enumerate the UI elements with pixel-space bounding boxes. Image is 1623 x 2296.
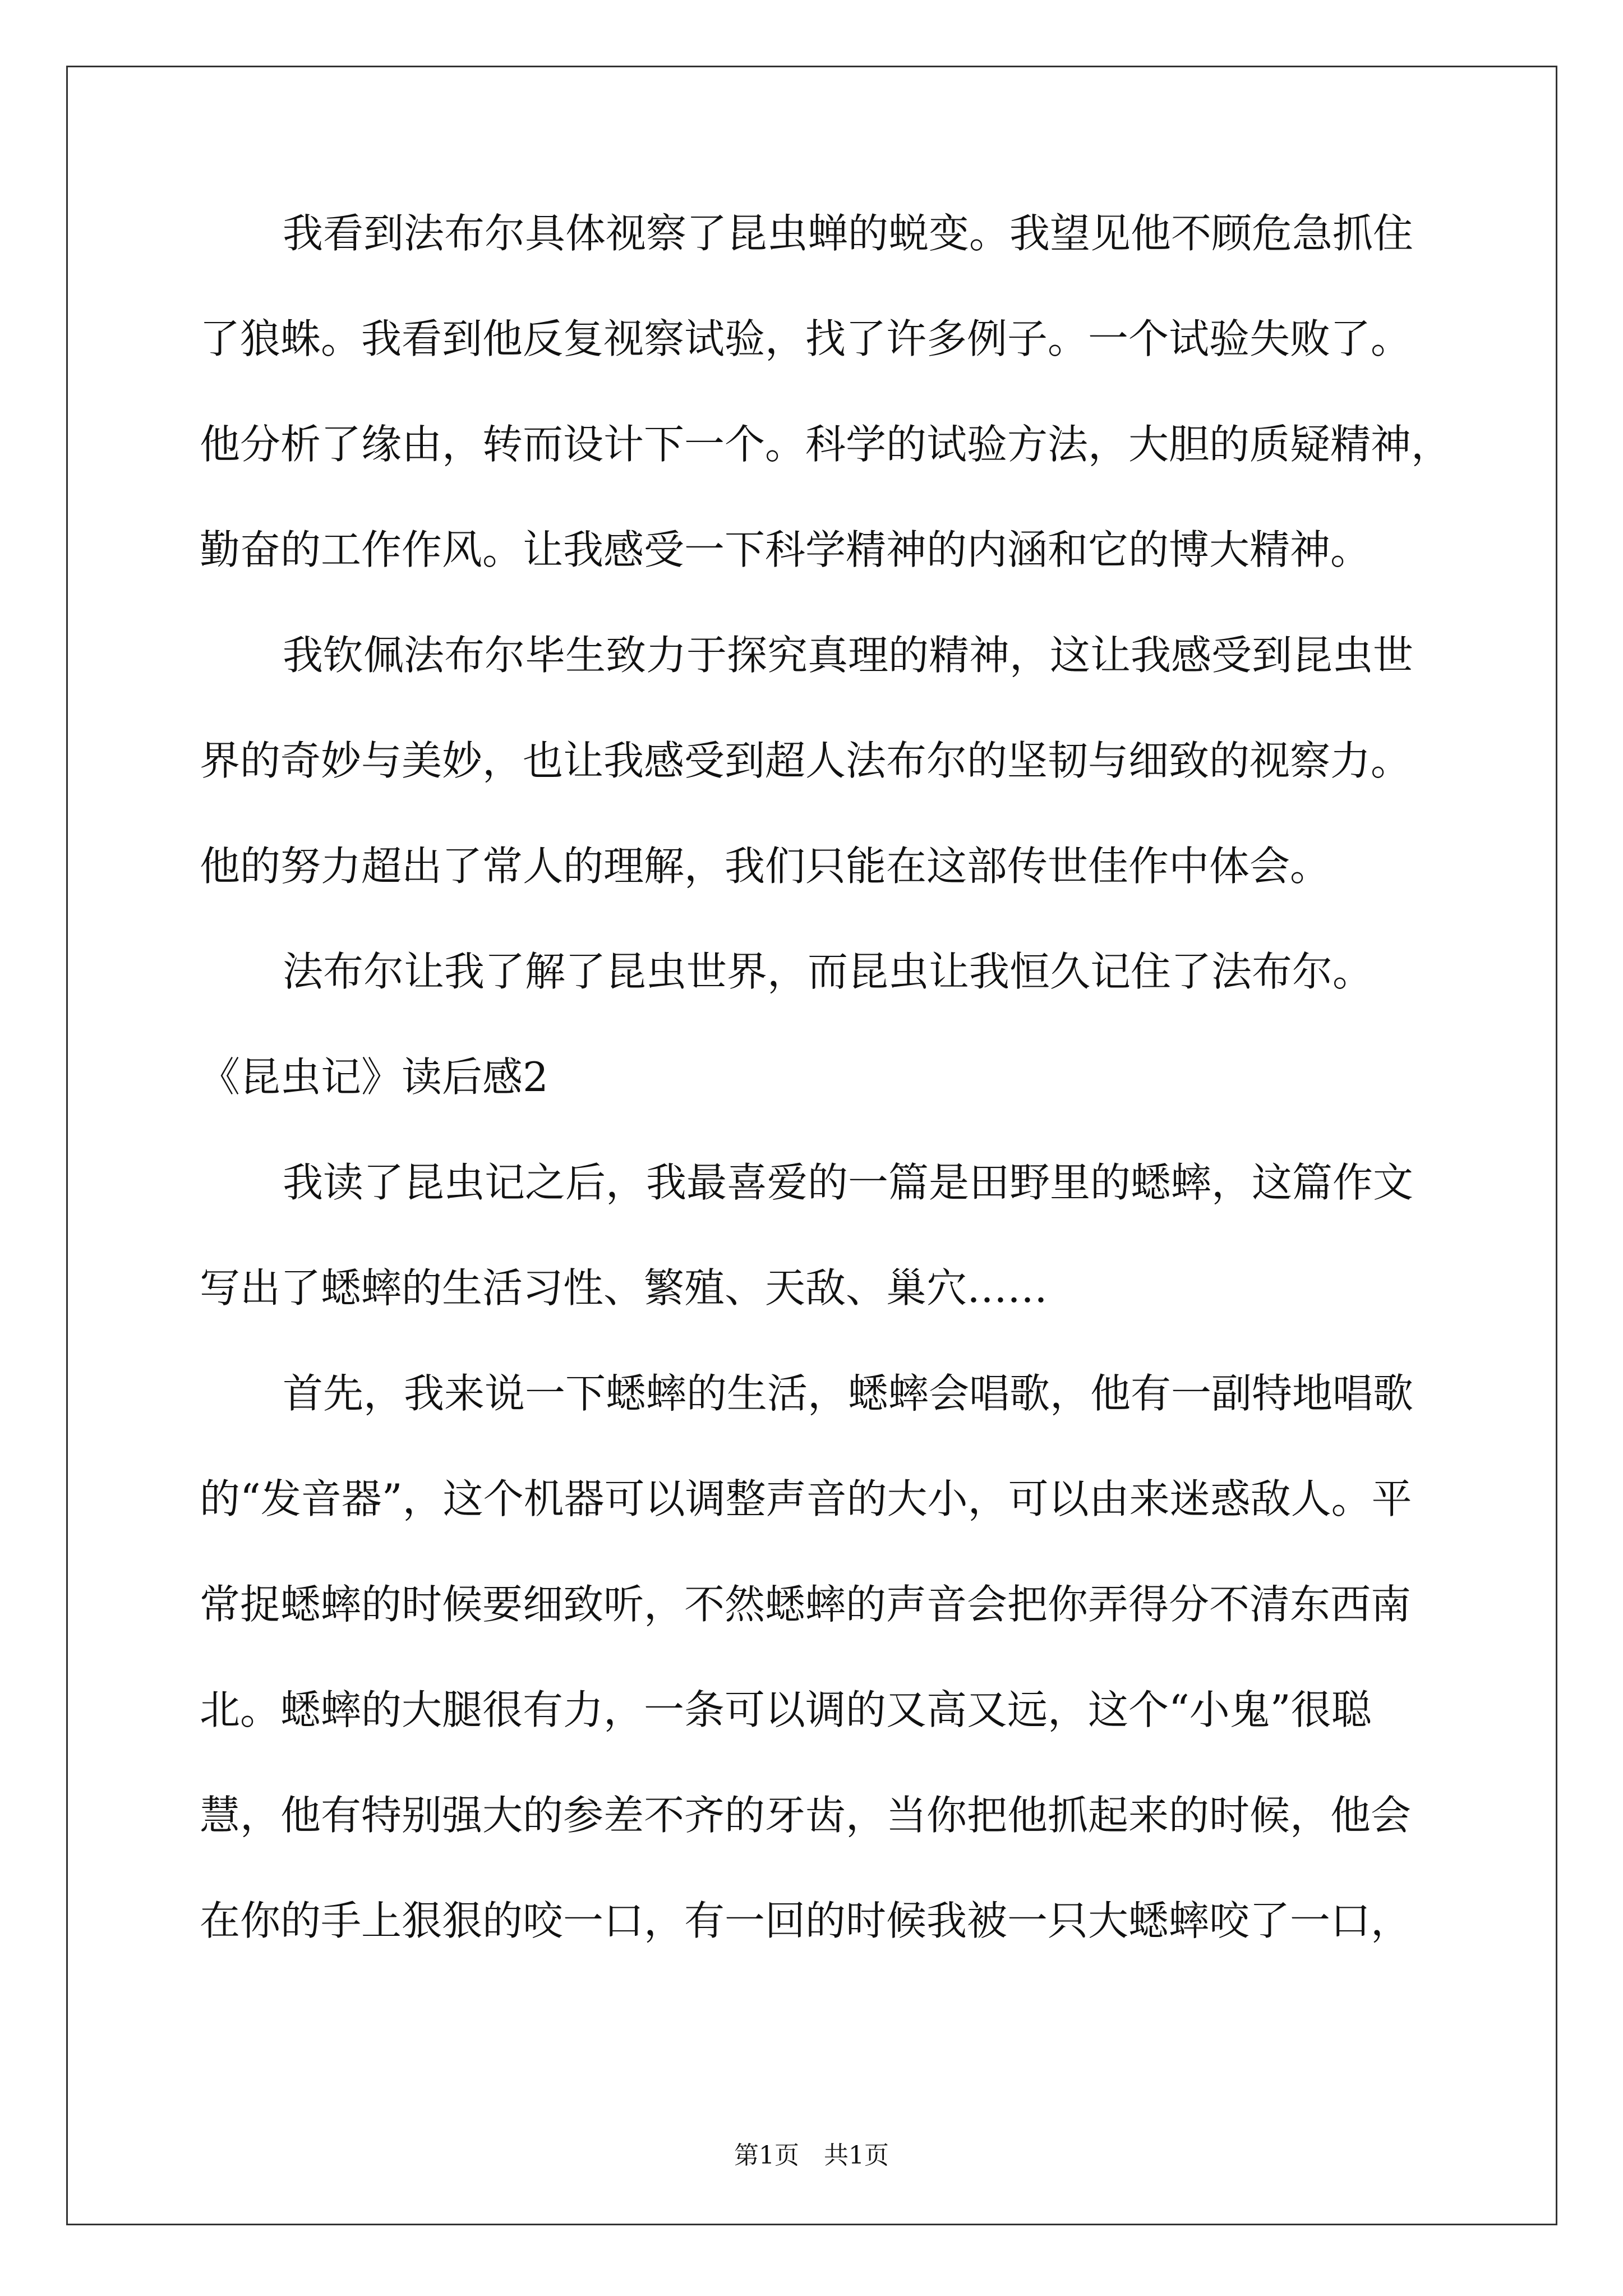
text-line: 的“发音器”，这个机器可以调整声音的大小，可以由来迷惑敌人。平	[200, 1475, 1412, 1522]
paragraph-5	[200, 1370, 1450, 2006]
text-line: 慧，他有特别强大的参差不齐的牙齿，当你把他抓起来的时候，他会	[200, 1792, 1412, 1839]
text-line: 我读了昆虫记之后，我最喜爱的一篇是田野里的蟋蟀，这篇作文	[283, 1159, 1414, 1206]
text-line: 北。蟋蟀的大腿很有力，一条可以调的又高又远，这个“小鬼”很聪	[200, 1686, 1372, 1733]
document-body	[200, 210, 1452, 2006]
text-line: 常捉蟋蟀的时候要细致听，不然蟋蟀的声音会把你弄得分不清东西南	[200, 1581, 1412, 1628]
text-line: 了狼蛛。我看到他反复视察试验，找了许多例子。一个试验失败了。	[200, 315, 1412, 362]
text-line: 我看到法布尔具体视察了昆虫蝉的蜕变。我望见他不顾危急抓住	[283, 210, 1414, 257]
section-heading: 《昆虫记》读后感2	[200, 1053, 548, 1101]
text-line: 他分析了缘由，转而设计下一个。科学的试验方法，大胆的质疑精神，	[200, 421, 1452, 468]
text-line: 勤奋的工作作风。让我感受一下科学精神的内涵和它的博大精神。	[200, 526, 1371, 573]
paragraph-4	[200, 1159, 1450, 1373]
text-line: 我钦佩法布尔毕生致力于探究真理的精神，这让我感受到昆虫世	[283, 632, 1414, 679]
text-line: 首先，我来说一下蟋蟀的生活，蟋蟀会唱歌，他有一副特地唱歌	[283, 1370, 1414, 1417]
paragraph-3	[200, 948, 1450, 1057]
paragraph-2	[200, 632, 1450, 951]
text-line: 他的努力超出了常人的理解，我们只能在这部传世佳作中体会。	[200, 843, 1331, 890]
paragraph-1	[200, 210, 1452, 635]
text-line: 法布尔让我了解了昆虫世界，而昆虫让我恒久记住了法布尔。	[283, 948, 1373, 995]
text-line: 在你的手上狠狠的咬一口，有一回的时候我被一只大蟋蟀咬了一口，	[200, 1897, 1412, 1944]
text-line: 界的奇妙与美妙，也让我感受到超人法布尔的坚韧与细致的视察力。	[200, 737, 1412, 784]
text-line: 写出了蟋蟀的生活习性、繁殖、天敌、巢穴……	[200, 1264, 1048, 1312]
page-footer: 第1页 共1页	[734, 2141, 889, 2170]
